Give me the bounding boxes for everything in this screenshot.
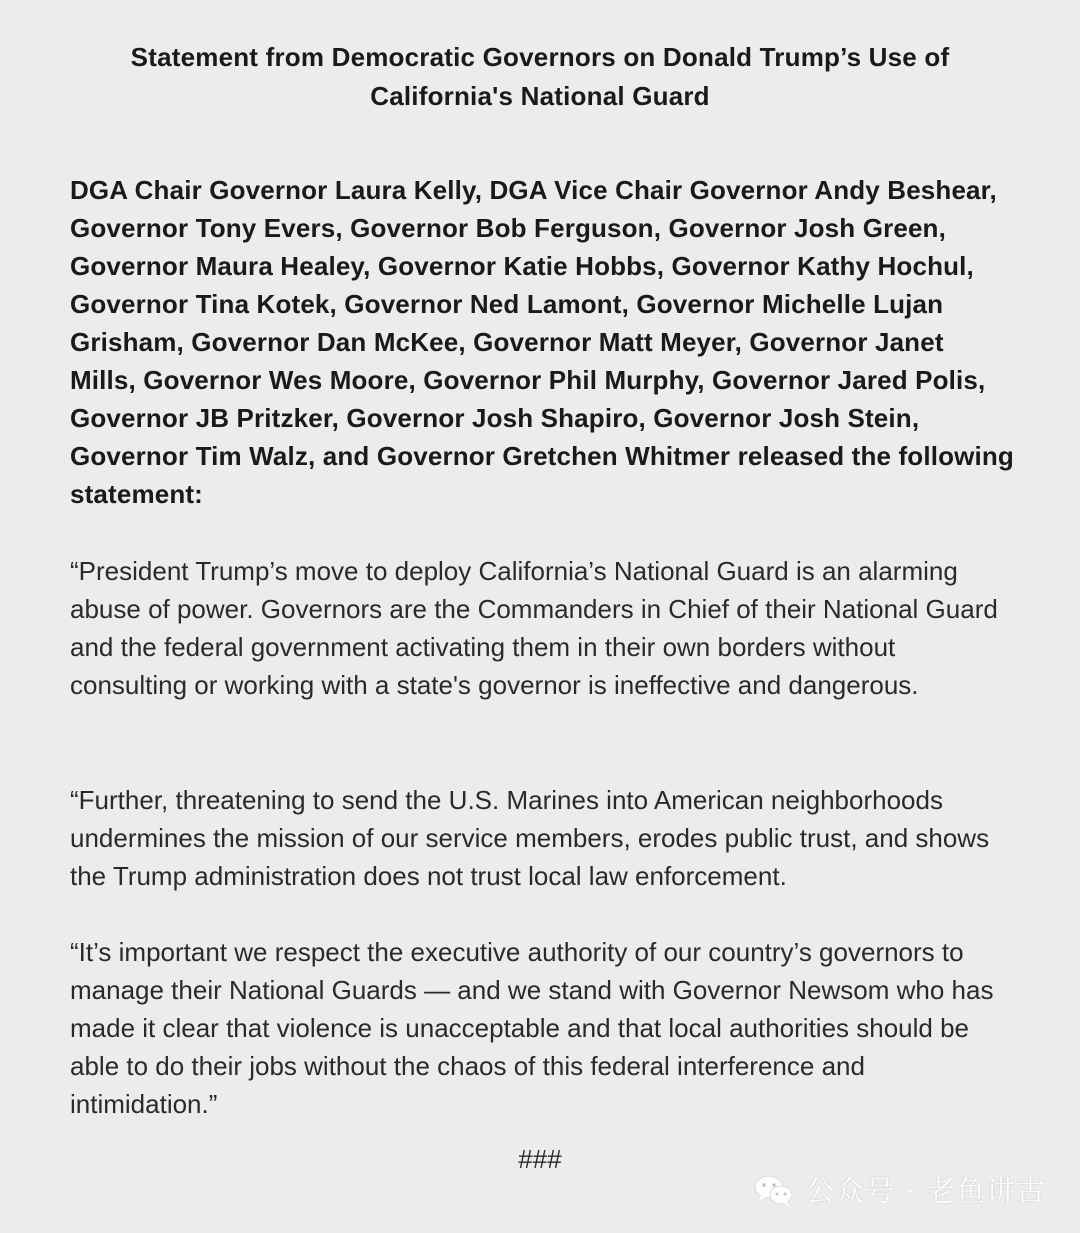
governors-list-paragraph: DGA Chair Governor Laura Kelly, DGA Vice Chair Governor Andy Beshear, Governor Tony Evers, Governor Bob Ferguson, Governor Josh Green, Governor Maura Healey, Governor Katie Hobbs, Governor Kathy Hochul, Governor Tina Kotek, Governor Ned Lamont, Governor Michelle Lujan Grisham, Governor Dan McKee, Governor Matt Meyer, Governor Janet Mills, Governor Wes Moore, Governor Phil Murphy, Governor Jared Polis, Governor JB Pritzker, Governor Josh Shapiro, Governor Josh Stein, Governor Tim Walz, and Governor Gretchen Whitmer released the following statement: bbox=[70, 175, 1014, 509]
statement-paragraph-3: “It’s important we respect the executive authority of our country’s governors to manage their National Guards — and we stand with Governor Newsom who has made it clear that violence is unacceptable and that local authorities should be able to do their jobs without the chaos of this federal interference and intimidation.” bbox=[70, 937, 994, 1119]
watermark-text: 公众号 · 老鱼讲古 bbox=[805, 1174, 1046, 1208]
wechat-icon bbox=[753, 1173, 795, 1209]
statement-paragraph-1: “President Trump’s move to deploy California’s National Guard is an alarming abuse of power. Governors are the Commanders in Chief of their National Guard and the federal government activating them in their own borders without consulting or working with a state's governor is ineffective and dangerous. bbox=[70, 556, 998, 700]
end-mark: ### bbox=[518, 1144, 562, 1174]
statement-paragraph-2: “Further, threatening to send the U.S. Marines into American neighborhoods undermines the mission of our service members, erodes public trust, and shows the Trump administration does not trust local law enforcement. bbox=[70, 785, 990, 891]
statement-title: Statement from Democratic Governors on Donald Trump’s Use of California's National Guard bbox=[130, 42, 950, 111]
watermark bbox=[753, 1170, 1046, 1212]
